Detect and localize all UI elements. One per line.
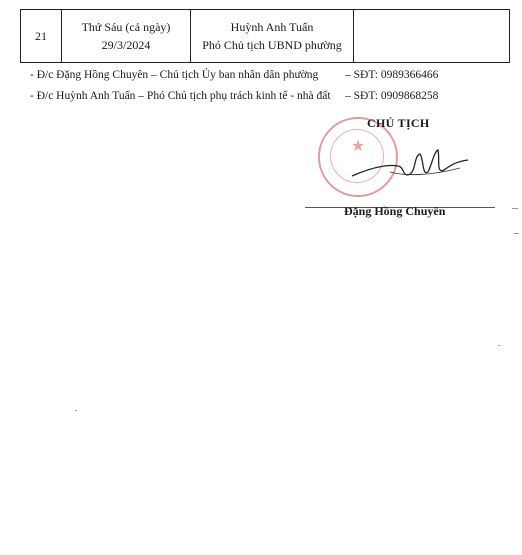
- signature-block: [300, 112, 510, 222]
- person-cell: [191, 10, 354, 63]
- signer-position: CHỦ TỊCH: [367, 116, 430, 130]
- row-number: 21: [21, 10, 62, 63]
- star-icon: ★: [350, 138, 366, 155]
- contact-phone: – SĐT: 0989366466: [345, 69, 439, 81]
- person-title: Phó Chủ tịch UBND phường: [202, 38, 342, 52]
- contact-line: [30, 90, 439, 102]
- table-row: [21, 10, 510, 63]
- person-name: Huỳnh Anh Tuấn: [230, 20, 314, 34]
- date-label: 29/3/2024: [101, 38, 151, 52]
- contact-text: - Đ/c Huỳnh Anh Tuấn – Phó Chủ tịch phụ trách kinh tế - nhà đất: [30, 90, 331, 102]
- handwritten-signature: [350, 146, 470, 186]
- signer-name: Đặng Hồng Chuyên: [344, 204, 446, 218]
- scan-speck: [512, 208, 518, 209]
- contact-line: [30, 69, 439, 81]
- day-label: Thứ Sáu (cả ngày): [81, 20, 171, 34]
- date-cell: [62, 10, 191, 63]
- scan-speck: [514, 233, 519, 234]
- scan-speck: [498, 345, 500, 346]
- contact-text: - Đ/c Đặng Hồng Chuyên – Chủ tịch Ủy ban nhân dân phường: [30, 69, 319, 81]
- scan-speck: [75, 410, 77, 411]
- empty-cell: [354, 10, 510, 63]
- schedule-table: [20, 9, 510, 63]
- contact-phone: – SĐT: 0909868258: [345, 90, 439, 102]
